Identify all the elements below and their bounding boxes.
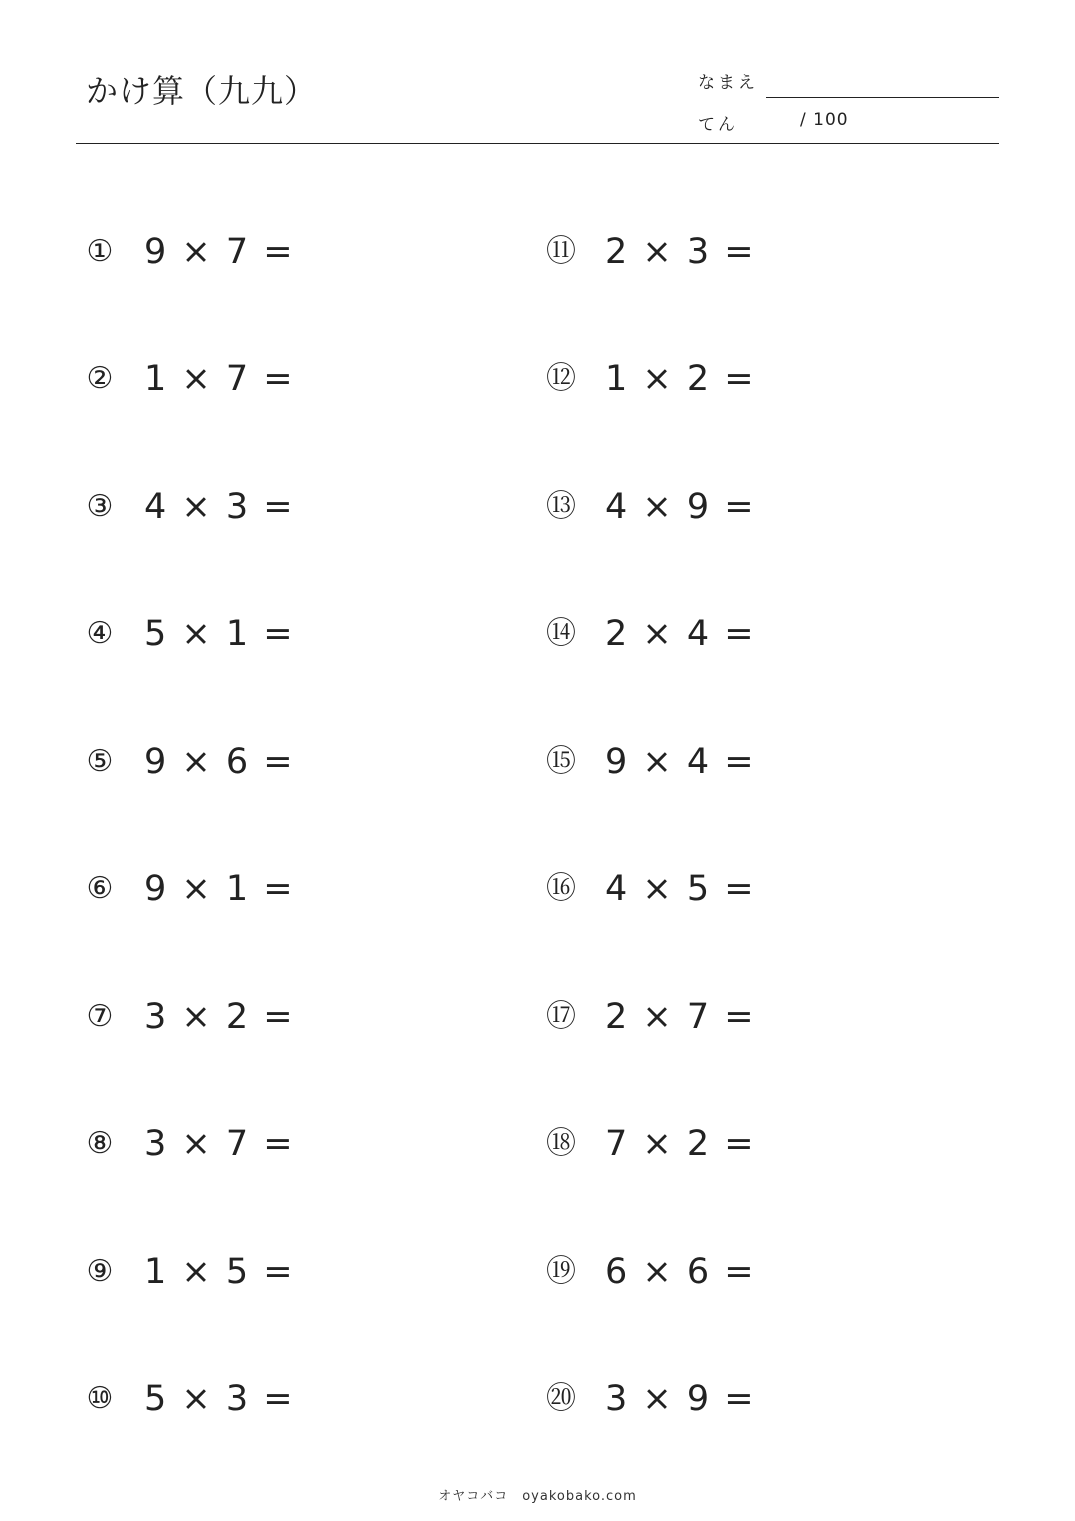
problem-expression: 3 × 9 = <box>605 1379 756 1419</box>
problem-item <box>80 357 295 401</box>
problem-number: ⑨ <box>86 1254 114 1289</box>
problem-number: ① <box>86 234 114 269</box>
problem-number: ⑩ <box>86 1381 114 1416</box>
problem-expression: 1 × 7 = <box>144 359 295 399</box>
problem-expression: 4 × 5 = <box>605 869 756 909</box>
problem-item <box>80 995 295 1039</box>
problem-number: ⑬ <box>546 489 576 524</box>
problem-number: ⑱ <box>546 1126 576 1161</box>
problem-expression: 2 × 7 = <box>605 997 756 1037</box>
problem-number: ⑯ <box>546 871 576 906</box>
problem-number: ⑦ <box>86 999 114 1034</box>
problem-expression: 5 × 1 = <box>144 614 295 654</box>
name-label: なまえ <box>698 73 758 93</box>
problem-expression: 1 × 2 = <box>605 359 756 399</box>
problem-number: ⑲ <box>546 1254 576 1289</box>
problem-number: ⑤ <box>86 744 114 779</box>
problem-expression: 7 × 2 = <box>605 1124 756 1164</box>
problem-expression: 1 × 5 = <box>144 1252 295 1292</box>
problem-number: ④ <box>86 616 114 651</box>
problem-item <box>541 1250 756 1294</box>
problem-item <box>541 867 756 911</box>
problem-number: ⑮ <box>546 744 576 779</box>
problem-item <box>80 612 295 656</box>
worksheet-title: かけ算（九九） <box>86 72 318 110</box>
problem-item <box>541 230 756 274</box>
problem-item <box>80 867 295 911</box>
header-divider <box>76 143 999 144</box>
problem-item <box>80 485 295 529</box>
problem-item <box>80 1377 295 1421</box>
problem-expression: 9 × 6 = <box>144 742 295 782</box>
problem-expression: 4 × 3 = <box>144 487 295 527</box>
score-total: / 100 <box>800 110 849 130</box>
problem-number: ⑫ <box>546 361 576 396</box>
problem-item <box>541 357 756 401</box>
problem-expression: 6 × 6 = <box>605 1252 756 1292</box>
problem-expression: 2 × 4 = <box>605 614 756 654</box>
problem-expression: 9 × 1 = <box>144 869 295 909</box>
footer-credit: オヤコバコ oyakobako.com <box>438 1489 637 1504</box>
problem-number: ⑥ <box>86 871 114 906</box>
problem-item <box>541 1122 756 1166</box>
problem-number: ⑳ <box>546 1381 576 1416</box>
problem-item <box>80 740 295 784</box>
problem-number: ⑰ <box>546 999 576 1034</box>
problem-expression: 2 × 3 = <box>605 232 756 272</box>
problem-number: ⑭ <box>546 616 576 651</box>
name-entry-line[interactable] <box>766 97 999 98</box>
problem-expression: 9 × 4 = <box>605 742 756 782</box>
problem-number: ⑪ <box>546 234 576 269</box>
problem-expression: 3 × 7 = <box>144 1124 295 1164</box>
problem-expression: 9 × 7 = <box>144 232 295 272</box>
problem-item <box>541 740 756 784</box>
problem-number: ⑧ <box>86 1126 114 1161</box>
problem-item <box>80 1122 295 1166</box>
problem-expression: 3 × 2 = <box>144 997 295 1037</box>
problem-expression: 4 × 9 = <box>605 487 756 527</box>
problem-item <box>541 1377 756 1421</box>
problem-number: ③ <box>86 489 114 524</box>
problem-item <box>80 230 295 274</box>
problem-expression: 5 × 3 = <box>144 1379 295 1419</box>
problem-item <box>541 995 756 1039</box>
problem-item <box>541 612 756 656</box>
problem-item <box>541 485 756 529</box>
problem-item <box>80 1250 295 1294</box>
score-label: てん <box>698 115 738 135</box>
problem-number: ② <box>86 361 114 396</box>
